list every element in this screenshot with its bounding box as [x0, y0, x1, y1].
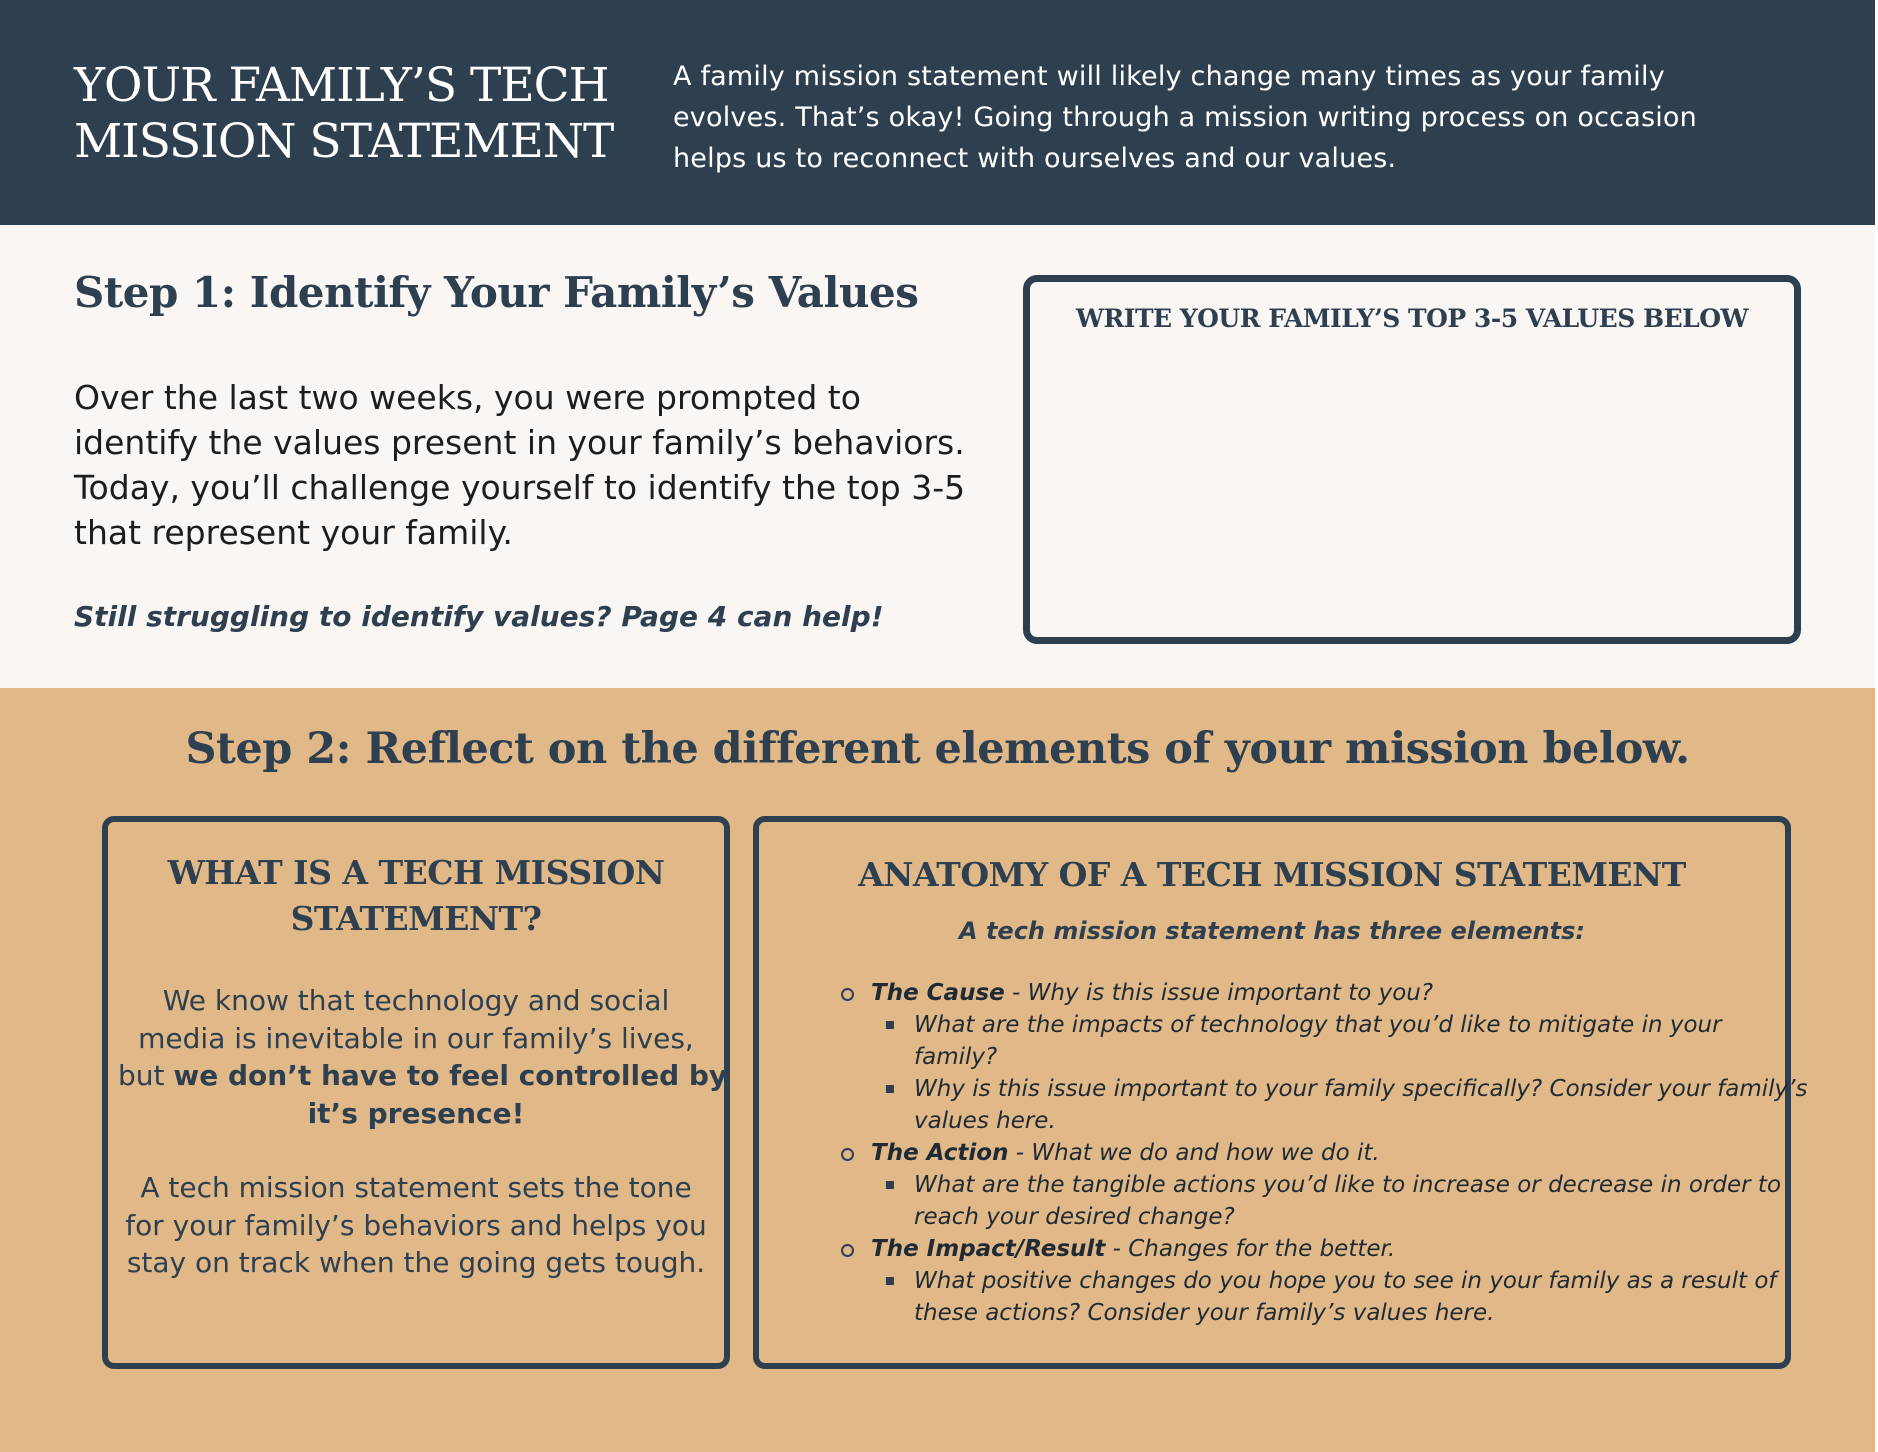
intro-text	[673, 56, 1823, 179]
element-desc: - Changes for the better.	[1105, 1236, 1396, 1262]
question-item	[871, 1073, 1808, 1137]
step2-heading: Step 2: Reflect on the different elements of your mission below.	[185, 724, 1690, 774]
what-is-title-line: STATEMENT?	[290, 899, 542, 938]
circle-bullet-icon	[841, 1148, 854, 1161]
what-is-card	[102, 816, 730, 1369]
question-line: Why is this issue important to your family specifically? Consider your family’s	[914, 1076, 1808, 1102]
square-bullet-icon	[886, 1085, 894, 1093]
anatomy-title: ANATOMY OF A TECH MISSION STATEMENT	[858, 855, 1686, 894]
square-bullet-icon	[886, 1021, 894, 1029]
step1-instructions	[74, 375, 974, 555]
question-line: values here.	[914, 1108, 1056, 1134]
step1-section	[0, 225, 1875, 688]
what-is-line: for your family’s behaviors and helps you	[125, 1208, 707, 1242]
what-is-body	[118, 982, 728, 1282]
step1-tip: Still struggling to identify values? Page 4 can help!	[74, 600, 884, 633]
question-line: reach your desired change?	[914, 1204, 1235, 1230]
what-is-line: stay on track when the going gets tough.	[126, 1246, 706, 1279]
anatomy-card	[753, 816, 1808, 1369]
what-is-line: A tech mission statement sets the tone	[140, 1171, 692, 1204]
question-list	[871, 1009, 1808, 1137]
what-is-line: media is inevitable in our family’s lives,	[138, 1021, 694, 1055]
anatomy-subtitle: A tech mission statement has three elements:	[959, 917, 1585, 945]
step1-line: Over the last two weeks, you were prompted to	[74, 378, 861, 417]
elements-list	[839, 977, 1808, 1329]
square-bullet-icon	[886, 1277, 894, 1285]
question-line: What are the tangible actions you’d like to increase or decrease in order to	[914, 1172, 1782, 1198]
question-line: these actions? Consider your family’s values here.	[914, 1300, 1495, 1326]
what-is-emphasis: it’s presence!	[307, 1096, 525, 1130]
question-line: What positive changes do you hope you to see in your family as a result of	[914, 1268, 1777, 1294]
element-desc: - Why is this issue important to you?	[1004, 980, 1434, 1006]
question-list	[871, 1265, 1779, 1329]
what-is-title	[108, 850, 724, 942]
question-list	[871, 1169, 1782, 1233]
step1-heading: Step 1: Identify Your Family’s Values	[74, 268, 919, 317]
what-is-lead: but	[118, 1059, 174, 1092]
step2-section	[0, 688, 1875, 1452]
question-item	[871, 1009, 1779, 1073]
what-is-line: We know that technology and social	[162, 984, 670, 1017]
intro-line: evolves. That’s okay! Going through a mission writing process on occasion	[673, 102, 1697, 133]
intro-line: A family mission statement will likely change many times as your family	[673, 61, 1665, 92]
page-title-line: MISSION STATEMENT	[74, 114, 614, 169]
question-item	[871, 1265, 1779, 1329]
element-cause	[839, 977, 1808, 1137]
element-name: The Cause	[871, 980, 1005, 1006]
intro-line: helps us to reconnect with ourselves and our values.	[673, 143, 1397, 174]
paragraph-gap	[118, 1132, 714, 1169]
element-desc: - What we do and how we do it.	[1008, 1140, 1380, 1166]
what-is-line	[118, 1057, 728, 1095]
step1-line: identify the values present in your family’s behaviors.	[74, 423, 965, 462]
element-name: The Impact/Result	[871, 1236, 1106, 1262]
step1-line: Today, you’ll challenge yourself to identify the top 3-5	[74, 468, 966, 507]
header-banner	[0, 0, 1875, 225]
circle-bullet-icon	[841, 1244, 854, 1257]
element-name: The Action	[871, 1140, 1009, 1166]
what-is-title-line: WHAT IS A TECH MISSION	[167, 853, 665, 892]
element-impact	[839, 1233, 1779, 1329]
question-line: family?	[914, 1044, 998, 1070]
question-line: What are the impacts of technology that you’d like to mitigate in your	[914, 1012, 1722, 1038]
page-title-line: YOUR FAMILY’S TECH	[74, 58, 609, 113]
element-action	[839, 1137, 1782, 1233]
what-is-emphasis: we don’t have to feel controlled by	[173, 1059, 728, 1092]
page-title	[74, 58, 634, 170]
circle-bullet-icon	[841, 988, 854, 1001]
values-box-title: WRITE YOUR FAMILY’S TOP 3-5 VALUES BELOW	[1075, 304, 1749, 333]
values-write-in-box[interactable]	[1023, 275, 1801, 644]
question-item	[871, 1169, 1782, 1233]
square-bullet-icon	[886, 1181, 894, 1189]
step1-line: that represent your family.	[74, 513, 513, 552]
